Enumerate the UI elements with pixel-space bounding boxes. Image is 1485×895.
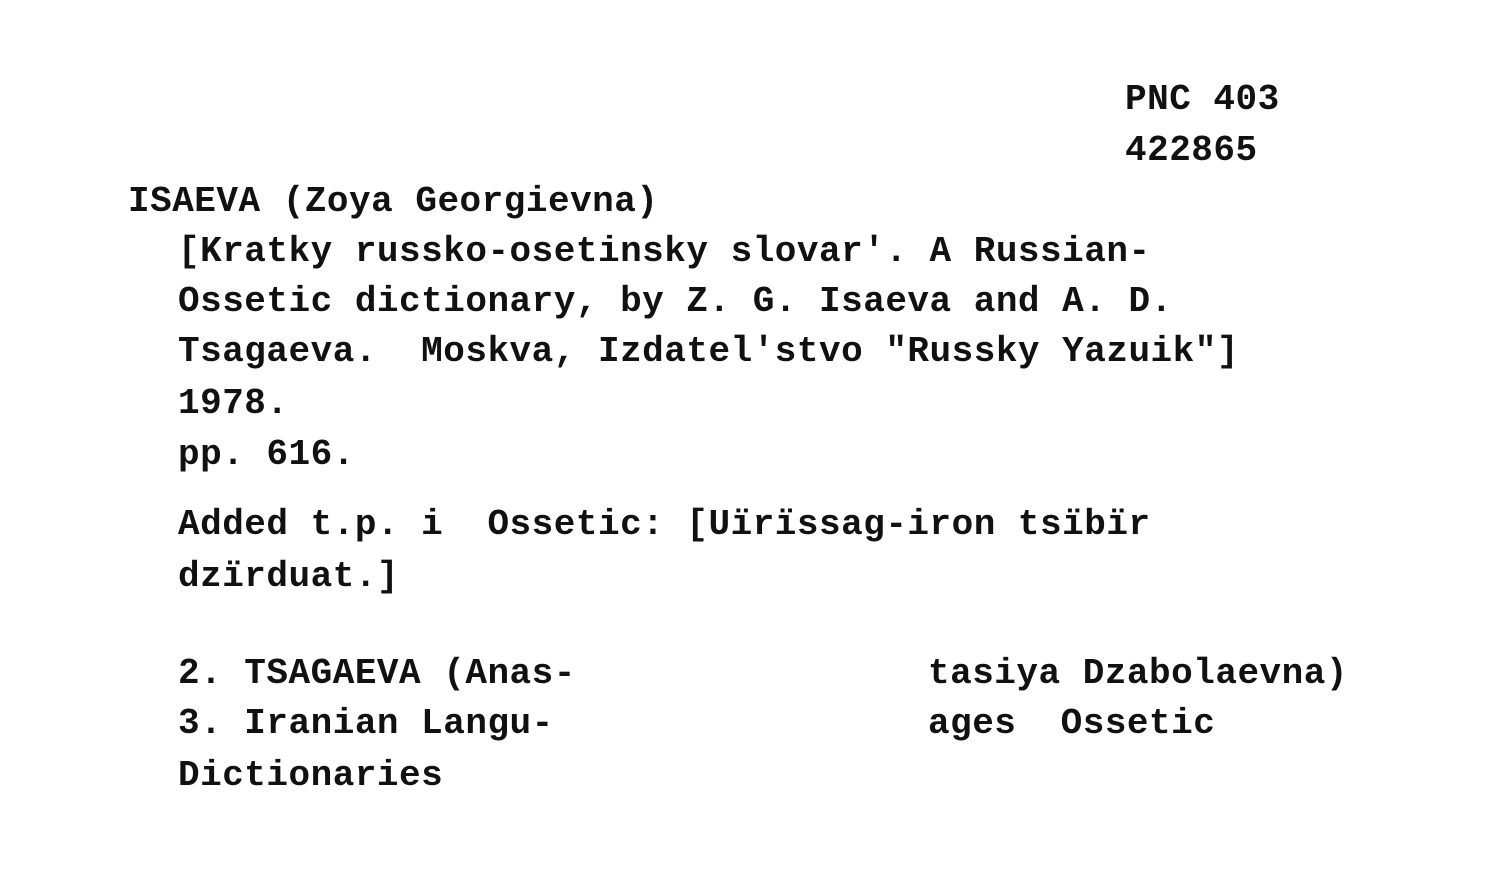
main-heading: ISAEVA (Zoya Georgievna) [128, 181, 659, 222]
title-line-2: Ossetic dictionary, by Z. G. Isaeva and A. D. [178, 281, 1173, 322]
tracing-left-2: 3. Iranian Langu- [178, 703, 554, 744]
publication-year: 1978. [178, 383, 289, 424]
tracing-left-3: Dictionaries [178, 755, 444, 796]
call-number-line-2: 422865 [1125, 130, 1258, 171]
title-line-3: Tsagaeva. Moskva, Izdatel'stvo "Russky Yazuik"] [178, 331, 1239, 372]
tracing-right-2: ages Ossetic [928, 703, 1216, 744]
call-number-line-1: PNC 403 [1125, 79, 1280, 120]
page-count: pp. 616. [178, 434, 355, 475]
title-line-1: [Kratky russko-osetinsky slovar'. A Russian- [178, 231, 1151, 272]
note-line-2: dzïrduat.] [178, 556, 400, 597]
tracing-left-1: 2. TSAGAEVA (Anas- [178, 653, 576, 694]
note-line-1: Added t.p. i Ossetic: [Uïrïssag-iron tsïbïr [178, 504, 1151, 545]
tracing-right-1: tasiya Dzabolaevna) [928, 653, 1348, 694]
